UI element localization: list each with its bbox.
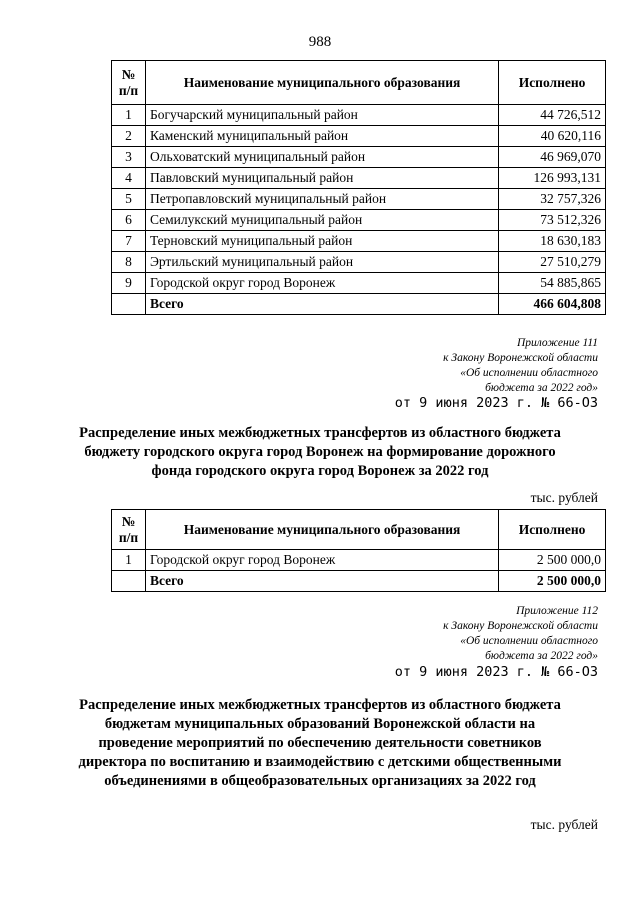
units-label-111: тыс. рублей (530, 490, 598, 505)
heading-appendix-111: Распределение иных межбюджетных трансфертов из областного бюджета бюджету городского округа город Воронеж на формирование дорожного фонда городского округа город Воронеж за 2022 год (79, 425, 561, 479)
row-num: 4 (112, 168, 146, 189)
header-num: № п/п (112, 61, 146, 105)
row-value: 18 630,183 (499, 231, 606, 252)
row-value: 46 969,070 (499, 147, 606, 168)
header-value: Исполнено (499, 510, 606, 550)
table-row (112, 252, 606, 273)
heading-appendix-112: Распределение иных межбюджетных трансфертов из областного бюджета бюджетам муниципальных образований Воронежской области на проведение мероприятий по обеспечению деятельности советников директора по воспитанию и взаимодействию с детскими общественными объединениями в общеобразовательных организациях за 2022 год (78, 697, 562, 789)
row-value: 32 757,326 (499, 189, 606, 210)
table-body (112, 550, 606, 592)
appendix-line: бюджета за 2022 год» (485, 382, 598, 394)
law-date-112: от 9 июня 2023 г. № 66-ОЗ (394, 664, 598, 680)
row-num: 1 (112, 550, 146, 571)
row-num: 8 (112, 252, 146, 273)
row-name: Богучарский муниципальный район (145, 105, 498, 126)
appendix-line: Приложение 111 (516, 337, 598, 349)
row-value: 126 993,131 (499, 168, 606, 189)
row-name: Терновский муниципальный район (145, 231, 498, 252)
page-number: 988 (308, 34, 332, 50)
row-name: Каменский муниципальный район (145, 126, 498, 147)
total-row (112, 571, 606, 592)
total-label: Всего (145, 294, 498, 315)
row-num: 9 (112, 273, 146, 294)
total-value: 2 500 000,0 (499, 571, 606, 592)
appendix-111-caption (443, 336, 598, 396)
header-name: Наименование муниципального образования (145, 61, 498, 105)
row-value: 73 512,326 (499, 210, 606, 231)
table-row (112, 231, 606, 252)
table-row (112, 147, 606, 168)
law-date-111: от 9 июня 2023 г. № 66-ОЗ (394, 395, 598, 411)
row-name: Павловский муниципальный район (145, 168, 498, 189)
appendix-line: «Об исполнении областного (460, 635, 598, 647)
table-row (112, 105, 606, 126)
header-value: Исполнено (499, 61, 606, 105)
row-num: 5 (112, 189, 146, 210)
total-num (112, 571, 146, 592)
row-num: 6 (112, 210, 146, 231)
total-num (112, 294, 146, 315)
table-row (112, 126, 606, 147)
appendix-line: к Закону Воронежской области (443, 620, 598, 632)
table-row (112, 550, 606, 571)
row-name: Семилукский муниципальный район (145, 210, 498, 231)
total-value: 466 604,808 (499, 294, 606, 315)
row-num: 2 (112, 126, 146, 147)
appendix-112-caption (443, 604, 598, 664)
table-transfers-110 (111, 60, 606, 315)
row-value: 27 510,279 (499, 252, 606, 273)
table-row (112, 168, 606, 189)
row-name: Городской округ город Воронеж (145, 273, 498, 294)
appendix-line: Приложение 112 (516, 605, 598, 617)
table-transfers-111 (111, 509, 606, 592)
row-name: Ольховатский муниципальный район (145, 147, 498, 168)
units-label-112: тыс. рублей (530, 817, 598, 832)
appendix-line: «Об исполнении областного (460, 367, 598, 379)
total-row (112, 294, 606, 315)
row-value: 54 885,865 (499, 273, 606, 294)
table-row (112, 210, 606, 231)
row-name: Городской округ город Воронеж (145, 550, 498, 571)
row-value: 44 726,512 (499, 105, 606, 126)
row-num: 3 (112, 147, 146, 168)
header-num: № п/п (112, 510, 146, 550)
row-num: 1 (112, 105, 146, 126)
table-row (112, 273, 606, 294)
row-value: 2 500 000,0 (499, 550, 606, 571)
total-label: Всего (145, 571, 498, 592)
row-name: Эртильский муниципальный район (145, 252, 498, 273)
row-value: 40 620,116 (499, 126, 606, 147)
table-row (112, 189, 606, 210)
appendix-line: бюджета за 2022 год» (485, 650, 598, 662)
row-num: 7 (112, 231, 146, 252)
header-name: Наименование муниципального образования (145, 510, 498, 550)
table-body (112, 105, 606, 315)
row-name: Петропавловский муниципальный район (145, 189, 498, 210)
appendix-line: к Закону Воронежской области (443, 352, 598, 364)
